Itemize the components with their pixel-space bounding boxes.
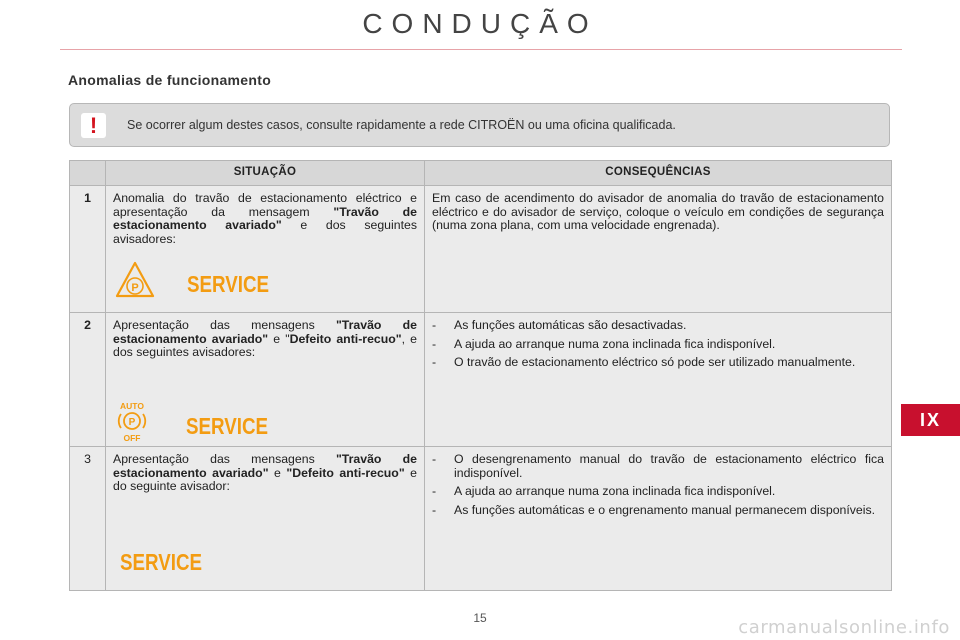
consequence-text: Em caso de acendimento do avisador de anomalia do travão de estacionamento eléctrico e do avisador de serviço, coloque o veículo em condições de segurança (numa zona plana, com uma velocidade engrenada). (432, 191, 884, 232)
situation-cell (106, 186, 425, 313)
page-number: 15 (473, 611, 487, 625)
service-icon (113, 540, 373, 580)
situation-message-bold: "Defeito anti-recuo" (286, 465, 405, 480)
exclamation-icon: ! (81, 113, 106, 138)
consequence-list (432, 453, 884, 517)
chapter-tab[interactable]: IX (901, 404, 960, 436)
situation-text-part: Anomalia do travão de estacionamento eléctrico e apresentação da mensagem (113, 191, 417, 219)
situation-message-bold: "Travão de estacionamento avariado" (113, 204, 418, 232)
situation-text (113, 319, 417, 360)
consequence-cell (425, 186, 892, 313)
consequence-cell (425, 313, 892, 447)
warning-box (69, 103, 890, 147)
svg-text:P: P (128, 416, 136, 428)
situation-message-bold: "Travão de estacionamento avariado" (113, 452, 417, 480)
list-item: - O travão de estacionamento eléctrico só pode ser utilizado manualmente. (432, 356, 884, 370)
watermark: carmanualsonline.info (738, 617, 950, 638)
table-header-row (70, 161, 892, 186)
situation-text-part: e (268, 465, 287, 480)
anomalies-table (69, 160, 892, 591)
section-heading: Anomalias de funcionamento (68, 72, 272, 88)
table-row (70, 313, 892, 447)
off-label: OFF (123, 432, 141, 443)
situation-message-bold: Defeito anti-recuo" (289, 331, 402, 346)
title-divider (60, 49, 902, 50)
warning-lamps (113, 540, 417, 580)
row-number: 1 (70, 186, 106, 313)
warning-lamps (113, 400, 417, 443)
situation-text (113, 192, 417, 246)
row-number: 2 (70, 313, 106, 447)
row-number: 3 (70, 447, 106, 591)
warning-lamps (113, 260, 417, 300)
table-row (70, 447, 892, 591)
consequence-cell (425, 447, 892, 591)
header-consequences: CONSEQUÊNCIAS (425, 161, 892, 186)
situation-text-part: e " (268, 331, 290, 346)
list-item: - As funções automáticas são desactivadas. (432, 319, 884, 333)
situation-text (113, 453, 417, 494)
service-label: SERVICE (120, 548, 202, 575)
situation-message-bold: "Travão de estacionamento avariado" (113, 318, 417, 346)
table-row (70, 186, 892, 313)
situation-text-part: Apresentação das mensagens (113, 318, 336, 332)
header-number (70, 161, 106, 186)
svg-text:P: P (131, 282, 139, 294)
list-item: - A ajuda ao arranque numa zona inclinada fica indisponível. (432, 338, 884, 352)
situation-text-part: Apresentação das mensagens (113, 452, 336, 466)
parking-brake-warning-icon (113, 260, 373, 300)
situation-text-part: e dos seguintes avisadores: (113, 218, 417, 246)
situation-cell (106, 313, 425, 447)
situation-cell (106, 447, 425, 591)
list-item: - A ajuda ao arranque numa zona inclinada fica indisponível. (432, 485, 884, 499)
warning-text: Se ocorrer algum destes casos, consulte rapidamente a rede CITROËN ou uma oficina qualificada. (127, 118, 676, 132)
page-title: CONDUÇÃO (362, 8, 598, 39)
auto-label: AUTO (120, 400, 144, 411)
auto-parking-off-icon (113, 400, 373, 444)
header-situation: SITUAÇÃO (106, 161, 425, 186)
situation-text-part: e do seguinte avisador: (113, 465, 417, 493)
situation-text-part: , e dos seguintes avisadores: (113, 331, 417, 359)
list-item: - O desengrenamento manual do travão de estacionamento eléctrico fica indisponível. (432, 453, 884, 480)
service-icon: SERVICE (187, 271, 269, 297)
service-icon: SERVICE (186, 412, 268, 439)
list-item: - As funções automáticas e o engrenamento manual permanecem disponíveis. (432, 504, 884, 518)
consequence-list (432, 319, 884, 370)
